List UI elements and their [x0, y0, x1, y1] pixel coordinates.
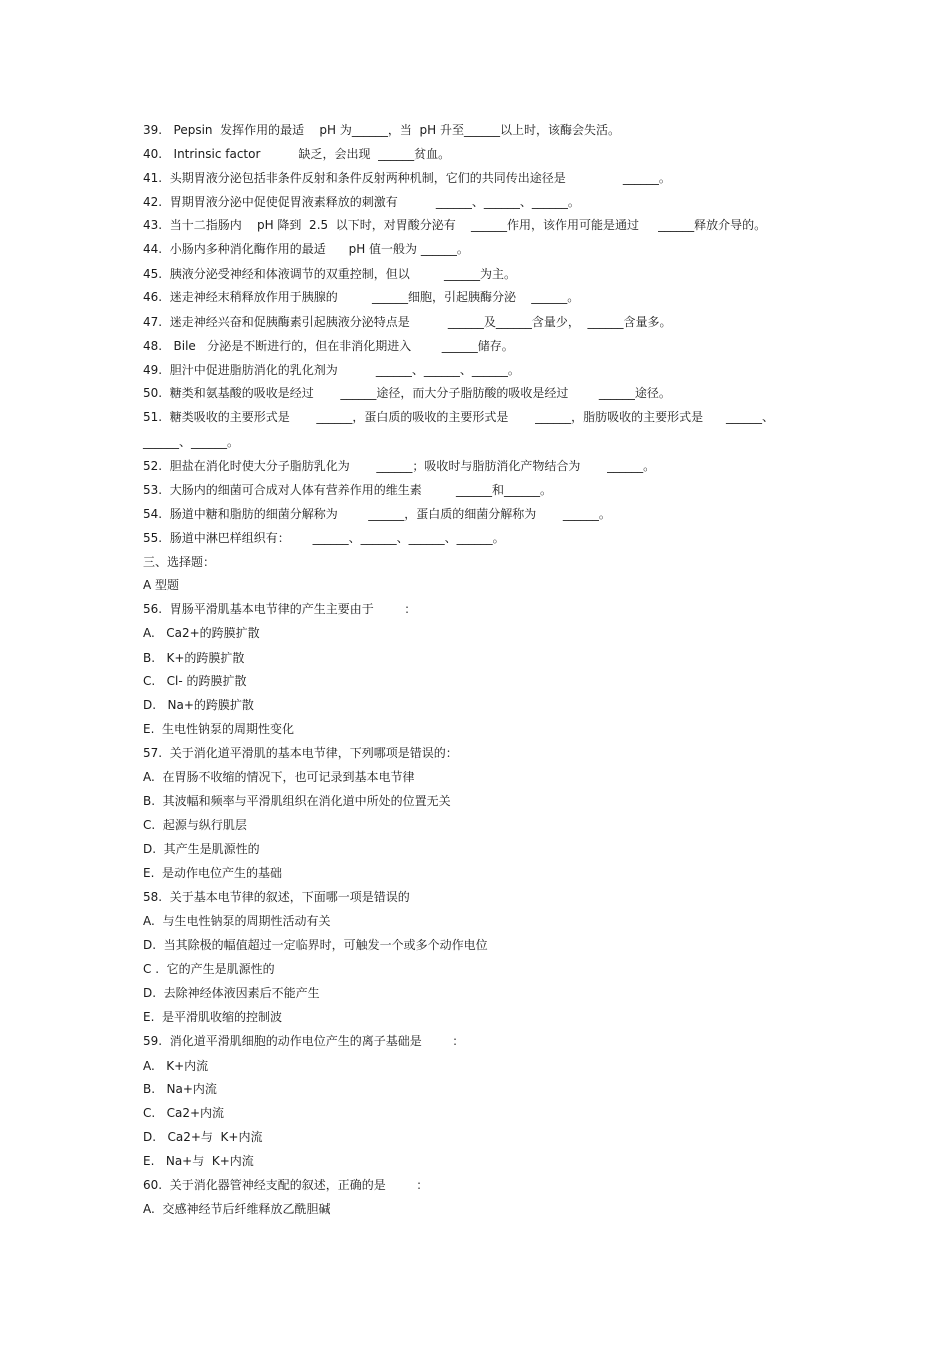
question-45: 45. 胰液分泌受神经和体液调节的双重控制，但以 ______为主。	[143, 267, 517, 281]
question-41: 41. 头期胃液分泌包括非条件反射和条件反射两种机制，它们的共同传出途径是 ______。	[143, 171, 671, 185]
question-50: 50. 糖类和氨基酸的吸收是经过 ______途径，而大分子脂肪酸的吸收是经过 ______途径。	[143, 386, 671, 400]
question-59-option-d: D. Ca2+与 K+内流	[143, 1130, 263, 1144]
question-58-option-e: E. 是平滑肌收缩的控制波	[143, 1010, 283, 1024]
question-60-option-a: A. 交感神经节后纤维释放乙酰胆碱	[143, 1202, 331, 1216]
question-59: 59. 消化道平滑肌细胞的动作电位产生的离子基础是 ：	[143, 1034, 465, 1048]
question-58-option-c: C . 它的产生是肌源性的	[143, 962, 275, 976]
section-heading: 三、选择题：	[143, 555, 216, 569]
question-57-option-e: E. 是动作电位产生的基础	[143, 866, 283, 880]
question-43: 43. 当十二指肠内 pH 降到 2.5 以下时，对胃酸分泌有 ______作用，该作用可能是通过 ______释放介导的。	[143, 218, 767, 232]
question-59-option-e: E. Na+与 K+内流	[143, 1154, 254, 1168]
question-56: 56. 胃肠平滑肌基本电节律的产生主要由于 ：	[143, 602, 417, 616]
question-57-option-b: B. 其波幅和频率与平滑肌组织在消化道中所处的位置无关	[143, 794, 451, 808]
question-42: 42. 胃期胃液分泌中促使促胃液素释放的刺激有 ______、______、______。	[143, 195, 580, 209]
question-56-option-c: C. Cl- 的跨膜扩散	[143, 674, 247, 688]
question-49: 49. 胆汁中促进脂肪消化的乳化剂为 ______、______、______。	[143, 363, 520, 377]
question-56-option-d: D. Na+的跨膜扩散	[143, 698, 254, 712]
question-58: 58. 关于基本电节律的叙述，下面哪一项是错误的	[143, 890, 410, 904]
question-59-option-b: B. Na+内流	[143, 1082, 217, 1096]
question-54: 54. 肠道中糖和脂肪的细菌分解称为 ______，蛋白质的细菌分解称为 ______。	[143, 507, 611, 521]
question-57-option-a: A. 在胃肠不收缩的情况下，也可记录到基本电节律	[143, 770, 415, 784]
question-48: 48. Bile 分泌是不断进行的，但在非消化期进入 ______储存。	[143, 339, 514, 353]
question-56-option-e: E. 生电性钠泵的周期性变化	[143, 722, 295, 736]
question-53: 53. 大肠内的细菌可合成对人体有营养作用的维生素 ______和______。	[143, 483, 553, 497]
question-55: 55. 肠道中淋巴样组织有： ______、______、______、______。	[143, 531, 505, 545]
question-59-option-a: A. K+内流	[143, 1059, 209, 1073]
question-57-option-c: C. 起源与纵行肌层	[143, 818, 247, 832]
question-57-option-d: D. 其产生是肌源性的	[143, 842, 260, 856]
question-44: 44. 小肠内多种消化酶作用的最适 pH 值一般为 ______。	[143, 242, 469, 256]
question-51: 51. 糖类吸收的主要形式是 ______，蛋白质的吸收的主要形式是 ______，脂肪吸收的主要形式是 ______、	[143, 410, 775, 424]
question-60: 60. 关于消化器管神经支配的叙述，正确的是 ：	[143, 1178, 429, 1192]
question-58-option-a: A. 与生电性钠泵的周期性活动有关	[143, 914, 331, 928]
question-51-continued: ______、______。	[143, 435, 240, 449]
question-40: 40. Intrinsic factor 缺乏，会出现 ______贫血。	[143, 147, 451, 161]
subsection-heading: A 型题	[143, 578, 180, 592]
question-52: 52. 胆盐在消化时使大分子脂肪乳化为 ______；吸收时与脂肪消化产物结合为 ______。	[143, 459, 656, 473]
question-59-option-c: C. Ca2+内流	[143, 1106, 225, 1120]
question-58-option-d2: D. 去除神经体液因素后不能产生	[143, 986, 320, 1000]
question-56-option-a: A. Ca2+的跨膜扩散	[143, 626, 260, 640]
question-39: 39. Pepsin 发挥作用的最适 pH 为______，当 pH 升至______以上时，该酶会失活。	[143, 123, 620, 137]
question-57: 57. 关于消化道平滑肌的基本电节律，下列哪项是错误的：	[143, 746, 458, 760]
question-47: 47. 迷走神经兴奋和促胰酶素引起胰液分泌特点是 ______及______含量少， ______含量多。	[143, 315, 672, 329]
question-46: 46. 迷走神经末稍释放作用于胰腺的 ______细胞，引起胰酶分泌 ______。	[143, 290, 580, 304]
question-58-option-d1: D. 当其除极的幅值超过一定临界时，可触发一个或多个动作电位	[143, 938, 488, 952]
question-56-option-b: B. K+的跨膜扩散	[143, 651, 245, 665]
